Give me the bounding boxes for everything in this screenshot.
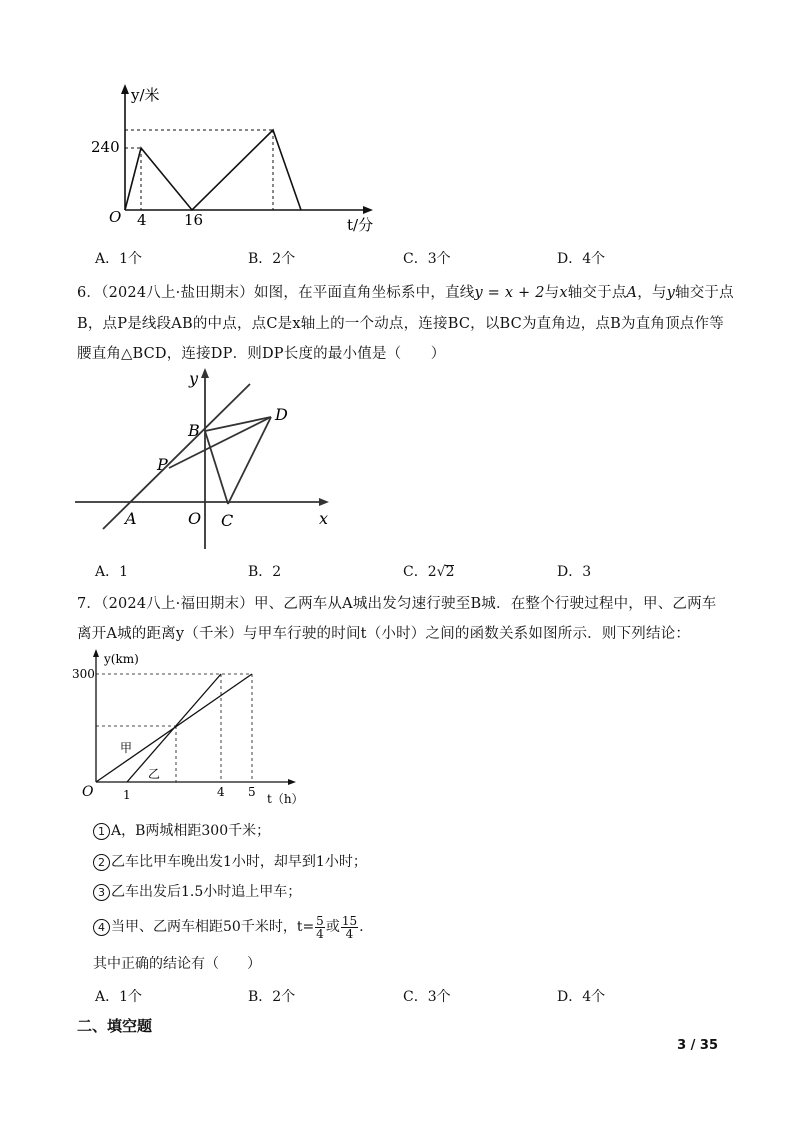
q5-option-d[interactable]: D．4个 bbox=[557, 251, 606, 267]
q6-option-c[interactable]: C．2√2 bbox=[403, 564, 455, 580]
q7-option-b[interactable]: B．2个 bbox=[248, 989, 296, 1005]
q6-label-P: P bbox=[157, 455, 168, 474]
q6-stem-line3: 腰直角△BCD，连接DP．则DP长度的最小值是（ ） bbox=[77, 346, 446, 362]
q6-label-y: y bbox=[189, 369, 199, 388]
q7-stem-line2: 离开A城的距离y（千米）与甲车行驶的时间t（小时）之间的函数关系如图所示．则下列结论： bbox=[77, 626, 691, 642]
q7-item-3: 3 乙车出发后1.5小时追上甲车； bbox=[93, 882, 301, 902]
q7-fraction-2: $\frac{15}{4}$ bbox=[341, 913, 358, 941]
q7-item-4: 4 当甲、乙两车相距50千米时，t= $\frac{5}{4}$ 或 $\frac{15}{4}$ . bbox=[93, 913, 364, 941]
q6-option-a[interactable]: A．1 bbox=[95, 564, 129, 580]
page-number: 3 / 35 bbox=[677, 1038, 718, 1053]
q7-fraction-1: $\frac{5}{4}$ bbox=[316, 913, 324, 941]
q6-stem-line2: B，点P是线段AB的中点，点C是x轴上的一个动点，连接BC，以BC为直角边，点B为直角顶点作等 bbox=[77, 316, 724, 332]
q6-label-x: x bbox=[319, 509, 329, 528]
q7-label-yi: 乙 bbox=[148, 767, 161, 781]
q7-graph bbox=[68, 648, 308, 808]
q7-stem-line1: 7．（2024八上·福田期末）甲、乙两车从A城出发匀速行驶至B城．在整个行驶过程中，甲、乙两车 bbox=[77, 596, 717, 612]
q5-origin: O bbox=[109, 208, 122, 226]
q7-x-tick-4: 4 bbox=[217, 785, 225, 799]
q6-option-b[interactable]: B．2 bbox=[248, 564, 282, 580]
q5-x-label: t/分 bbox=[347, 216, 374, 234]
q7-option-a[interactable]: A．1个 bbox=[95, 989, 143, 1005]
q7-y-label: y(km) bbox=[104, 652, 139, 666]
q7-y-tick: 300 bbox=[72, 667, 95, 681]
q7-option-c[interactable]: C．3个 bbox=[403, 989, 451, 1005]
q5-option-c[interactable]: C．3个 bbox=[403, 251, 451, 267]
q5-x-tick-16: 16 bbox=[184, 211, 204, 229]
q6-figure bbox=[75, 366, 345, 556]
q7-x-tick-1: 1 bbox=[123, 788, 131, 802]
q6-stem-line1: 6．（2024八上·盐田期末）如图，在平面直角坐标系中，直线y = x + 2与x轴交于点A，与y轴交于点 bbox=[77, 285, 734, 301]
section-heading: 二、填空题 bbox=[77, 1017, 153, 1035]
q7-conclusion: 其中正确的结论有（ ） bbox=[93, 956, 261, 972]
q7-origin: O bbox=[82, 784, 94, 800]
q5-y-tick: 240 bbox=[91, 138, 120, 156]
q5-option-a[interactable]: A．1个 bbox=[95, 251, 143, 267]
q5-x-tick-4: 4 bbox=[137, 211, 147, 229]
q7-x-label: t（h） bbox=[267, 792, 304, 806]
q7-label-jia: 甲 bbox=[120, 741, 133, 755]
q7-item-1: 1 A，B两城相距300千米； bbox=[93, 821, 270, 841]
q6-label-B: B bbox=[188, 421, 200, 440]
q7-x-tick-5: 5 bbox=[248, 785, 256, 799]
q6-label-A: A bbox=[125, 509, 137, 528]
q7-item-2: 2 乙车比甲车晚出发1小时，却早到1小时； bbox=[93, 852, 367, 872]
q6-label-D: D bbox=[275, 405, 288, 424]
q6-option-d[interactable]: D．3 bbox=[557, 564, 592, 580]
q5-option-b[interactable]: B．2个 bbox=[248, 251, 296, 267]
q6-label-O: O bbox=[188, 509, 202, 528]
q5-graph bbox=[91, 82, 385, 234]
q6-label-C: C bbox=[221, 511, 234, 530]
q7-option-d[interactable]: D．4个 bbox=[557, 989, 606, 1005]
q5-y-label: y/米 bbox=[131, 86, 160, 104]
